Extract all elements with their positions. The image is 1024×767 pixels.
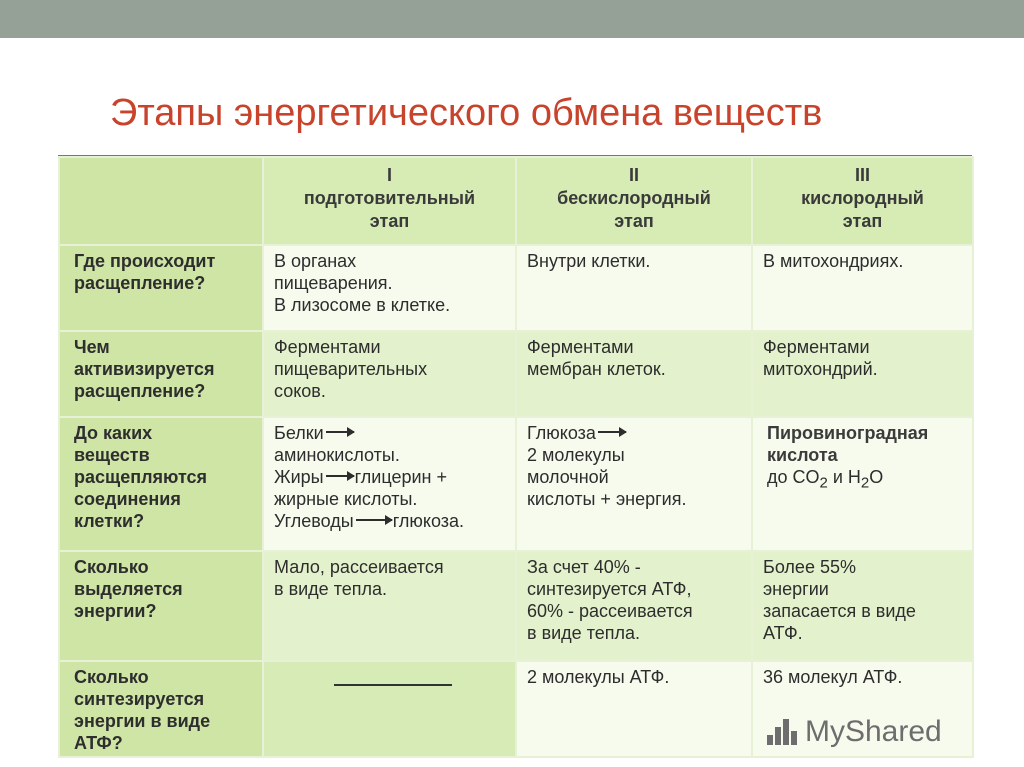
formula-part: O [869, 467, 884, 487]
cell-line: митохондрий. [763, 359, 878, 379]
row-header [59, 245, 263, 331]
cell-line: энергии [763, 579, 829, 599]
column-header-1 [263, 157, 516, 245]
watermark-text: MyShared [805, 715, 942, 748]
row-header-line: расщепление? [74, 381, 206, 401]
row-header [59, 551, 263, 661]
row-header-line: веществ [74, 445, 150, 465]
watermark [765, 715, 942, 749]
row-header-line: активизируется [74, 359, 215, 379]
cell-stage-1 [263, 417, 516, 551]
arrow-right-icon [326, 475, 354, 477]
row-header-line: соединения [74, 489, 181, 509]
cell-line: аминокислоты. [274, 445, 400, 465]
cell-line: молочной [527, 467, 609, 487]
table-row [59, 331, 973, 417]
cell-stage-1 [263, 245, 516, 331]
column-name: бескислородный [557, 188, 711, 208]
row-header-line: Чем [74, 337, 110, 357]
cell-line [527, 422, 745, 444]
column-word: этап [614, 211, 654, 231]
cell-line: пищеварительных [274, 359, 428, 379]
reactant-label: Углеводы [274, 511, 354, 531]
cell-stage-1 [263, 661, 516, 757]
cell-line [274, 422, 509, 444]
table-row [59, 417, 973, 551]
reactant-label: Жиры [274, 467, 324, 487]
cell-line: 2 молекулы АТФ. [527, 667, 670, 687]
cell-line: 2 молекулы [527, 445, 625, 465]
cell-line: мембран клеток. [527, 359, 666, 379]
row-header [59, 331, 263, 417]
corner-cell [59, 157, 263, 245]
cell-stage-2 [516, 661, 752, 757]
myshared-logo-icon [765, 717, 799, 747]
cell-line: Ферментами [527, 337, 634, 357]
cell-line: Ферментами [274, 337, 381, 357]
formula-part: до CO [767, 467, 820, 487]
arrow-right-icon [326, 431, 354, 433]
cell-line: жирные кислоты. [274, 489, 418, 509]
column-name: подготовительный [303, 188, 476, 208]
cell-line: кислота [767, 445, 838, 465]
cell-stage-1 [263, 551, 516, 661]
top-bar [0, 0, 1024, 38]
cell-line: кислоты + энергия. [527, 489, 687, 509]
formula-part: и H [827, 467, 861, 487]
cell-line: пищеварения. [274, 273, 393, 293]
table-container [58, 156, 972, 756]
cell-stage-1 [263, 331, 516, 417]
column-number: III [854, 165, 870, 185]
product-label: глицерин + [354, 467, 447, 487]
subscript: 2 [819, 474, 828, 492]
row-header-line: Где происходит [74, 251, 216, 271]
column-word: этап [369, 211, 410, 231]
cell-stage-2 [516, 417, 752, 551]
cell-line: В органах [274, 251, 357, 271]
row-header-line: Сколько [74, 667, 149, 687]
row-header [59, 661, 263, 757]
cell-line [274, 466, 509, 488]
cell-line: в виде тепла. [527, 623, 641, 643]
cell-line: соков. [274, 381, 326, 401]
cell-line: Пировиноградная [767, 423, 929, 443]
reactant-label: Белки [274, 423, 324, 443]
cell-line: Более 55% [763, 557, 856, 577]
row-header-line: расщепляются [74, 467, 208, 487]
cell-line: Внутри клетки. [527, 251, 651, 271]
cell-line: В митохондриях. [763, 251, 904, 271]
product-label: глюкоза. [392, 511, 465, 531]
column-name: кислородный [801, 188, 924, 208]
slide-title: Этапы энергетического обмена веществ [110, 92, 823, 134]
cell-line: запасается в виде [763, 601, 916, 621]
header-row [59, 157, 973, 245]
row-header-line: энергии в виде [74, 711, 211, 731]
row-header-line: синтезируется [74, 689, 205, 709]
arrow-right-icon [356, 519, 392, 521]
energy-exchange-table [58, 156, 974, 758]
row-header-line: АТФ? [74, 733, 123, 753]
table-row [59, 245, 973, 331]
table-row [59, 551, 973, 661]
row-header [59, 417, 263, 551]
arrow-right-icon [598, 431, 626, 433]
empty-dash [334, 684, 452, 686]
cell-line: В лизосоме в клетке. [274, 295, 451, 315]
reactant-label: Глюкоза [527, 423, 596, 443]
cell-stage-3 [752, 245, 973, 331]
subscript: 2 [860, 474, 870, 492]
column-number: I [386, 165, 392, 185]
column-word: этап [842, 211, 883, 231]
row-header-line: энергии? [74, 601, 157, 621]
row-header-line: расщепление? [74, 273, 206, 293]
formula-line [767, 466, 966, 495]
cell-stage-2 [516, 551, 752, 661]
cell-stage-3 [752, 417, 973, 551]
cell-line: синтезируется АТФ, [527, 579, 692, 599]
cell-line [274, 510, 509, 532]
cell-stage-3 [752, 551, 973, 661]
column-header-2 [516, 157, 752, 245]
cell-stage-2 [516, 331, 752, 417]
row-header-line: До каких [74, 423, 153, 443]
row-header-line: клетки? [74, 511, 145, 531]
cell-line: Мало, рассеивается [274, 557, 444, 577]
cell-stage-3 [752, 331, 973, 417]
cell-line: 60% - рассеивается [527, 601, 693, 621]
row-header-line: выделяется [74, 579, 183, 599]
cell-line: в виде тепла. [274, 579, 388, 599]
column-header-3 [752, 157, 973, 245]
cell-line: За счет 40% - [527, 557, 641, 577]
cell-line: Ферментами [763, 337, 870, 357]
row-header-line: Сколько [74, 557, 149, 577]
cell-stage-2 [516, 245, 752, 331]
cell-line: 36 молекул АТФ. [763, 667, 903, 687]
cell-line: АТФ. [763, 623, 803, 643]
column-number: II [628, 165, 639, 185]
